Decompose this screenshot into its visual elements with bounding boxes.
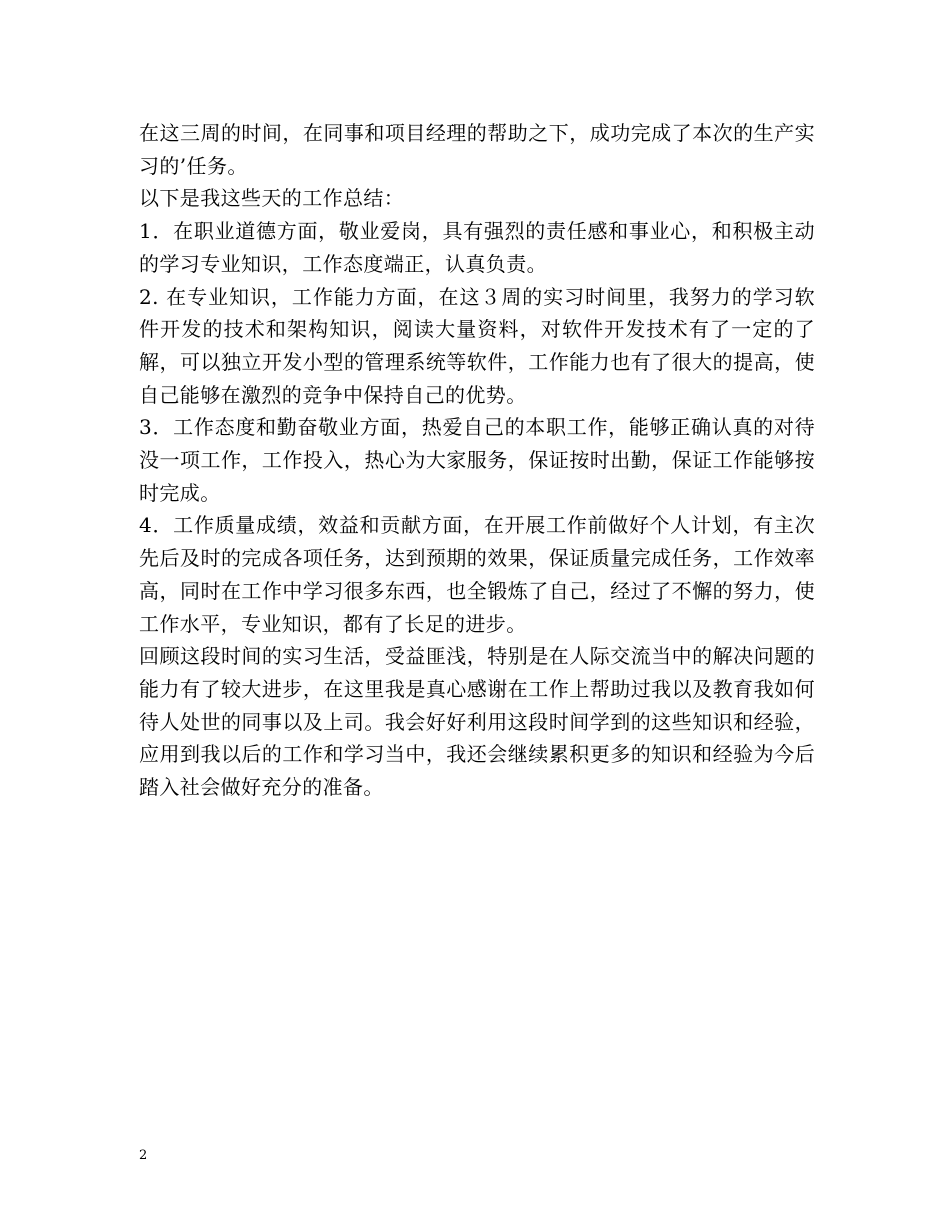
paragraph-point-1: 1．在职业道德方面，敬业爱岗，具有强烈的责任感和事业心，和积极主动的学习专业知识，工作态度端正，认真负责。 (139, 219, 815, 276)
paragraph-point-3: 3．工作态度和勤奋敬业方面，热爱自己的本职工作，能够正确认真的对待没一项工作，工作投入，热心为大家服务，保证按时出勤，保证工作能够按时完成。 (139, 415, 815, 505)
paragraph-conclusion: 回顾这段时间的实习生活，受益匪浅，特别是在人际交流当中的解决问题的能力有了较大进步，在这里我是真心感谢在工作上帮助过我以及教育我如何待人处世的同事以及上司。我会好好利用这段时间学到的这些知识和经验，应用到我以后的工作和学习当中，我还会继续累积更多的知识和经验为今后踏入社会做好充分的准备。 (139, 644, 815, 800)
paragraph-point-2: 2. 在专业知识，工作能力方面，在这３周的实习时间里，我努力的学习软件开发的技术和架构知识，阅读大量资料，对软件开发技术有了一定的了解，可以独立开发小型的管理系统等软件，工作能力也有了很大的提高，使自己能够在激烈的竞争中保持自己的优势。 (139, 284, 815, 407)
paragraph-point-4: 4．工作质量成绩，效益和贡献方面，在开展工作前做好个人计划，有主次先后及时的完成各项任务，达到预期的效果，保证质量完成任务，工作效率高，同时在工作中学习很多东西，也全锻炼了自己，经过了不懈的努力，使工作水平，专业知识，都有了长足的进步。 (139, 513, 815, 636)
page-number: 2 (139, 1148, 148, 1163)
document-body (139, 117, 815, 804)
paragraph-intro: 在这三周的时间，在同事和项目经理的帮助之下，成功完成了本次的生产实习的’任务。 (139, 121, 815, 178)
paragraph-summary-heading: 以下是我这些天的工作总结： (139, 186, 405, 211)
